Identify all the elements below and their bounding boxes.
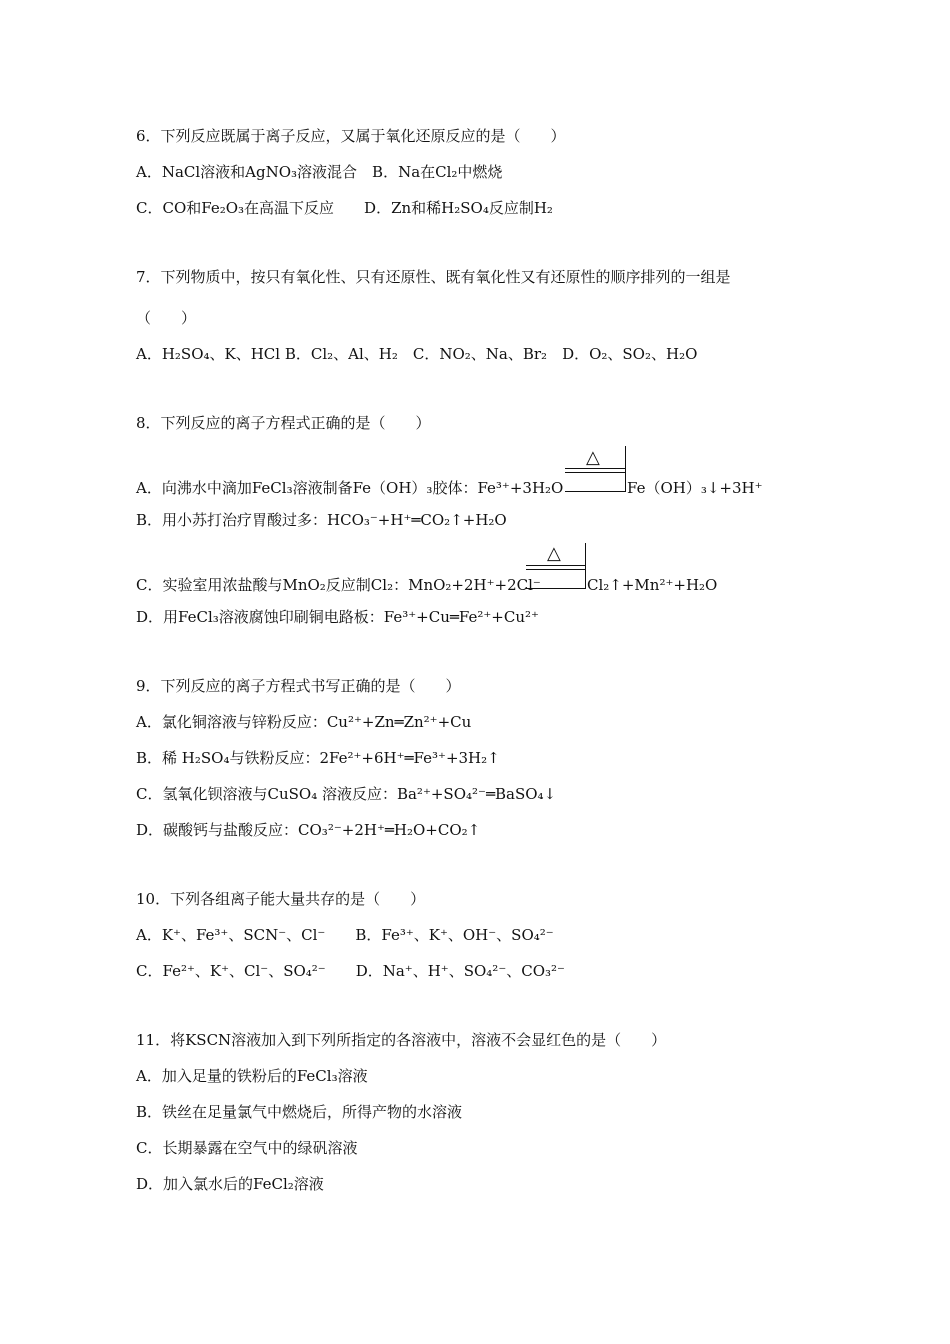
reaction-bar-a-top bbox=[565, 468, 626, 469]
reaction-bar-c-top bbox=[526, 565, 586, 566]
q10-options-cd: C．Fe²⁺、K⁺、Cl⁻、SO₄²⁻ D．Na⁺、H⁺、SO₄²⁻、CO₃²⁻ bbox=[136, 962, 565, 980]
reaction-bracket-c bbox=[585, 543, 586, 589]
q10-stem: 10．下列各组离子能大量共存的是（ ） bbox=[136, 890, 426, 908]
q8-option-c-right: Cl₂↑+Mn²⁺+H₂O bbox=[587, 576, 718, 594]
q6-stem: 6．下列反应既属于离子反应，又属于氧化还原反应的是（ ） bbox=[136, 127, 566, 145]
reaction-bracket-a bbox=[625, 446, 626, 492]
reaction-bar-a-bottom bbox=[565, 491, 626, 492]
q11-option-c: C．长期暴露在空气中的绿矾溶液 bbox=[136, 1139, 358, 1157]
q8-option-b: B．用小苏打治疗胃酸过多：HCO₃⁻+H⁺═CO₂↑+H₂O bbox=[136, 511, 507, 529]
q11-option-d: D．加入氯水后的FeCl₂溶液 bbox=[136, 1175, 324, 1193]
q9-option-b: B．稀 H₂SO₄与铁粉反应：2Fe²⁺+6H⁺═Fe³⁺+3H₂↑ bbox=[136, 749, 500, 767]
reaction-bar-c-mid bbox=[526, 569, 586, 570]
q9-option-a: A．氯化铜溶液与锌粉反应：Cu²⁺+Zn═Zn²⁺+Cu bbox=[136, 713, 472, 731]
q11-option-b: B．铁丝在足量氯气中燃烧后，所得产物的水溶液 bbox=[136, 1103, 463, 1121]
q10-options-ab: A．K⁺、Fe³⁺、SCN⁻、Cl⁻ B．Fe³⁺、K⁺、OH⁻、SO₄²⁻ bbox=[136, 926, 554, 944]
q9-stem: 9．下列反应的离子方程式书写正确的是（ ） bbox=[136, 677, 461, 695]
q8-option-c-left: C．实验室用浓盐酸与MnO₂反应制Cl₂：MnO₂+2H⁺+2Cl⁻ bbox=[136, 576, 541, 594]
q6-options-ab: A．NaCl溶液和AgNO₃溶液混合 B．Na在Cl₂中燃烧 bbox=[136, 163, 503, 181]
q7-options: A．H₂SO₄、K、HCl B．Cl₂、Al、H₂ C．NO₂、Na、Br₂ D．O₂、SO₂、H₂O bbox=[136, 345, 698, 363]
heat-symbol-a: △ bbox=[586, 447, 600, 468]
reaction-bar-a-mid bbox=[565, 472, 626, 473]
q8-option-a-right: Fe（OH）₃↓+3H⁺ bbox=[627, 479, 763, 497]
q9-option-c: C．氢氧化钡溶液与CuSO₄ 溶液反应：Ba²⁺+SO₄²⁻═BaSO₄↓ bbox=[136, 785, 557, 803]
q8-option-d: D．用FeCl₃溶液腐蚀印刷铜电路板：Fe³⁺+Cu═Fe²⁺+Cu²⁺ bbox=[136, 608, 539, 626]
q8-option-a-left: A．向沸水中滴加FeCl₃溶液制备Fe（OH）₃胶体：Fe³⁺+3H₂O bbox=[136, 479, 564, 497]
q6-options-cd: C．CO和Fe₂O₃在高温下反应 D．Zn和稀H₂SO₄反应制H₂ bbox=[136, 199, 553, 217]
q7-answer-paren: （ ） bbox=[136, 309, 197, 327]
heat-symbol-c: △ bbox=[547, 543, 561, 564]
q11-stem: 11．将KSCN溶液加入到下列所指定的各溶液中，溶液不会显红色的是（ ） bbox=[136, 1031, 667, 1049]
q8-stem: 8．下列反应的离子方程式正确的是（ ） bbox=[136, 414, 431, 432]
q7-stem: 7．下列物质中，按只有氧化性、只有还原性、既有氧化性又有还原性的顺序排列的一组是 bbox=[136, 268, 731, 286]
q9-option-d: D．碳酸钙与盐酸反应：CO₃²⁻+2H⁺═H₂O+CO₂↑ bbox=[136, 821, 481, 839]
q11-option-a: A．加入足量的铁粉后的FeCl₃溶液 bbox=[136, 1067, 368, 1085]
reaction-bar-c-bottom bbox=[526, 588, 586, 589]
